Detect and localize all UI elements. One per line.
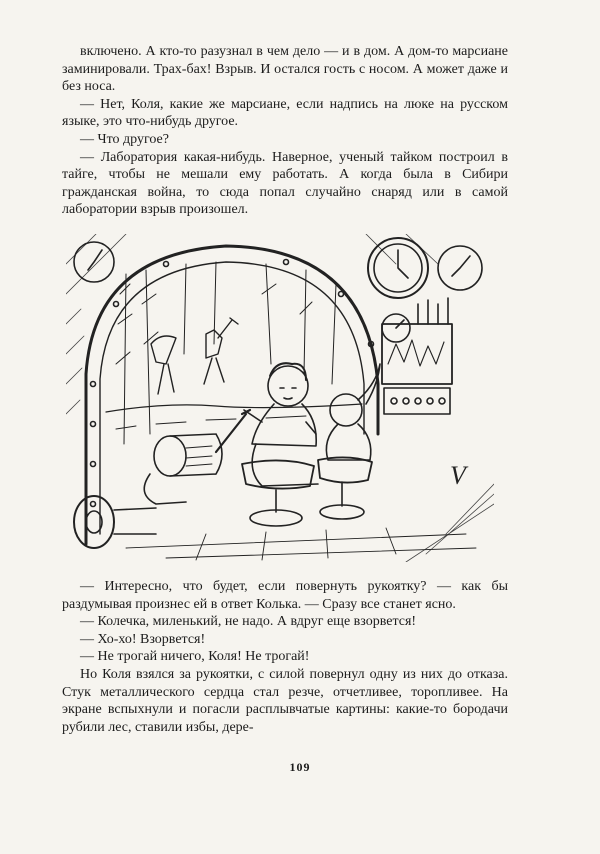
forest-scene [106,262,362,444]
floor [126,528,476,560]
artist-signature: V [450,461,466,490]
paragraph: — Что другое? [80,131,169,147]
paragraph: — Интересно, что будет, если повернуть рукоятку? — как бы раздумывая произнес ей в ответ Колька. — Сразу все станет ясно. [62,579,508,612]
paragraph: включено. А кто-то разузнал в чем дело — и в дом. А дом-то марсиане заминировали. Трах-бах! Взрыв. И остался гость с носом. А может даже и без носа. [62,44,508,95]
page-number: 109 [289,760,311,774]
girl-figure [326,364,380,460]
paragraph: — Лаборатория какая-нибудь. Наверное, ученый тайком построил в тайге, чтобы не мешали ему работать. А когда была в Сибири гражданская война, то сюда попал случайно снаряд или в самой лаборатории взрыв произошел. [62,149,508,218]
paragraph: Но Коля взялся за рукоятки, с силой повернул одну из них до отказа. Стук металлического сердца стал резче, отчетливее, торопливее. На экране вспыхнули и погасли расплывчатые картины: какие-то бородачи рубили лес, ставили избы, дере- [62,666,508,735]
paragraph: — Колечка, миленький, не надо. А вдруг еще взорвется! [80,614,417,630]
boy-figure [244,363,318,486]
top-text-block [62,43,508,219]
bottom-text-block [62,578,508,736]
lumberjack-figures [151,318,238,394]
porthole-screen [86,246,378,544]
control-panel [382,298,452,414]
paragraph: — Нет, Коля, какие же марсиане, если надпись на люке на русском языке, это что-нибудь другое. [62,96,508,130]
paragraph: — Не трогай ничего, Коля! Не трогай! [80,649,310,665]
children-at-time-machine-illustration [66,234,494,562]
paragraph: — Хо-хо! Взорвется! [80,631,206,647]
seats [242,457,372,526]
